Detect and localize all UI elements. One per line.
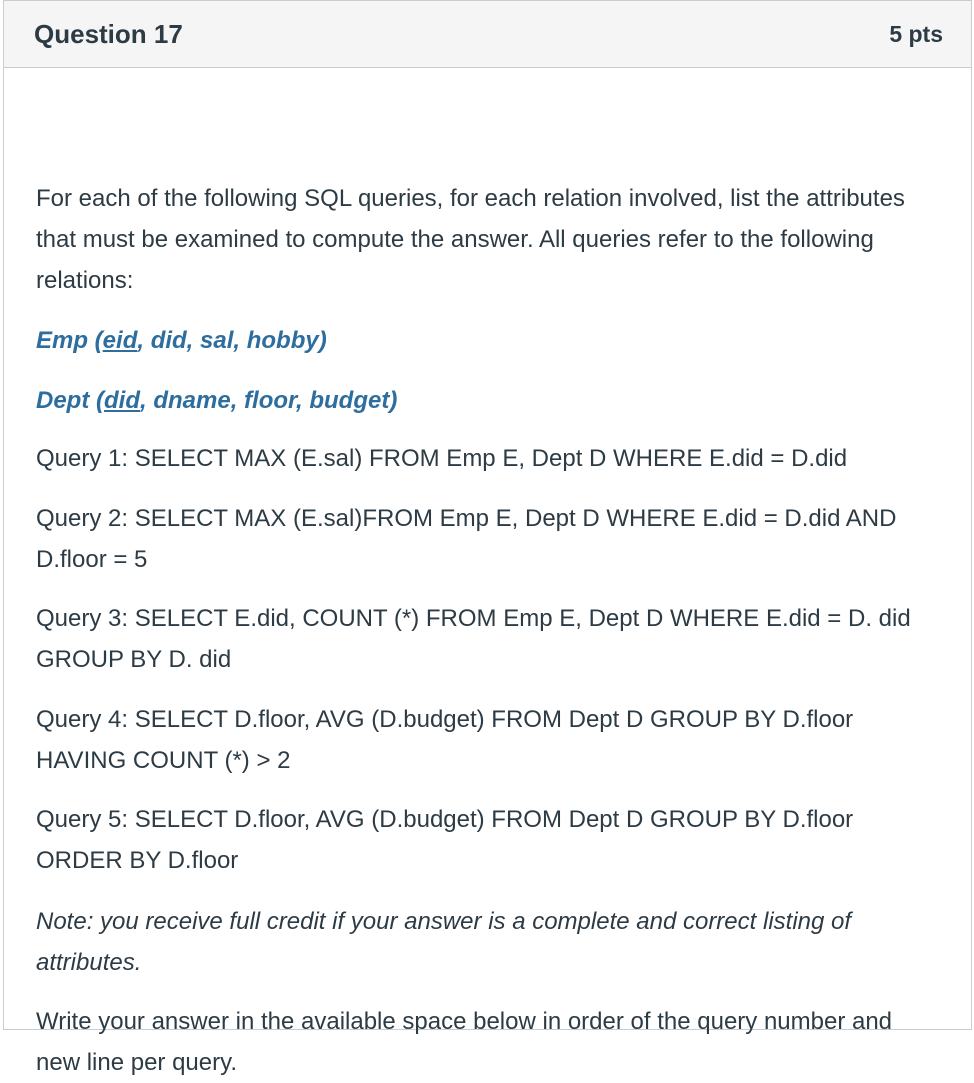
question-header [4, 1, 971, 68]
query-4: Query 4: SELECT D.floor, AVG (D.budget) FROM Dept D GROUP BY D.floor HAVING COUNT (*) > 2 [36, 706, 854, 774]
query-5: Query 5: SELECT D.floor, AVG (D.budget) FROM Dept D GROUP BY D.floor ORDER BY D.floor [36, 806, 854, 874]
emp-primary-key: eid [102, 327, 138, 354]
dept-primary-key: did [104, 387, 140, 414]
dept-relation-name: Dept ( [36, 387, 104, 414]
question-card [3, 0, 972, 1076]
dept-relation-attributes: , dname, floor, budget) [140, 387, 398, 414]
emp-relation-attributes: , did, sal, hobby) [137, 327, 327, 354]
answer-instruction: Write your answer in the available space below in order of the query number and new line per query. [36, 1008, 893, 1076]
question-points: 5 pts [889, 20, 943, 47]
query-3: Query 3: SELECT E.did, COUNT (*) FROM Emp E, Dept D WHERE E.did = D. did GROUP BY D. did [36, 605, 911, 673]
question-title: Question 17 [34, 18, 183, 49]
credit-note: Note: you receive full credit if your answer is a complete and correct listing of attributes. [36, 908, 852, 976]
emp-relation [36, 320, 941, 361]
question-intro: For each of the following SQL queries, for each relation involved, list the attributes that must be examined to compute the answer. All queries refer to the following relations: [36, 185, 905, 294]
dept-relation [36, 380, 941, 421]
emp-relation-name: Emp ( [36, 327, 103, 354]
query-2: Query 2: SELECT MAX (E.sal)FROM Emp E, Dept D WHERE E.did = D.did AND D.floor = 5 [36, 505, 897, 573]
query-1: Query 1: SELECT MAX (E.sal) FROM Emp E, Dept D WHERE E.did = D.did [36, 445, 848, 472]
